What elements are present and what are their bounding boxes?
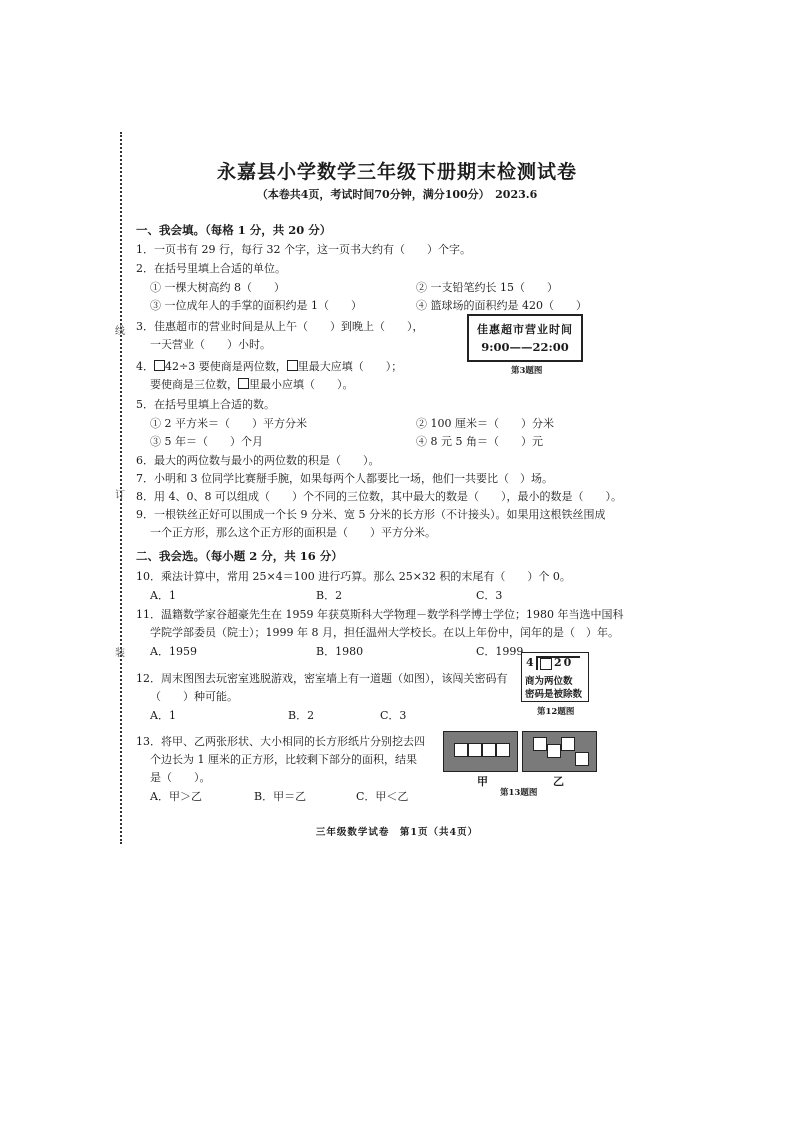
figure-13-label-b: 乙 bbox=[553, 775, 564, 788]
question-5d: ④ 8 元 5 角＝（ ）元 bbox=[416, 435, 543, 448]
question-4-text-c: 要使商是三位数， bbox=[150, 378, 238, 391]
binding-mark-zhuang: 装 bbox=[115, 648, 125, 659]
figure-13-rect-a bbox=[443, 731, 518, 772]
question-5: 5．在括号里填上合适的数。 bbox=[136, 398, 275, 411]
question-4-line1 bbox=[136, 358, 402, 374]
question-13-option-a: A．甲＞乙 bbox=[150, 790, 202, 803]
question-11-line1: 11．温籍数学家谷超豪先生在 1959 年获莫斯科大学物理－数学科学博士学位；1980 年当选中国科 bbox=[136, 608, 624, 621]
question-7: 7．小明和 3 位同学比赛掰手腕，如果每两个人都要比一场，他们一共要比（ ）场。 bbox=[136, 472, 553, 485]
question-10-option-c: C．3 bbox=[476, 589, 503, 602]
figure-3-time: 9:00——22:00 bbox=[481, 340, 569, 354]
question-2c: ③ 一位成年人的手掌的面积约是 1（ ） bbox=[150, 299, 362, 312]
square-hole bbox=[547, 744, 561, 758]
figure-13-caption: 第13题图 bbox=[500, 788, 538, 798]
page-footer: 三年级数学试卷 第1页（共4页） bbox=[315, 827, 479, 838]
division-bracket-icon bbox=[536, 656, 538, 670]
section1-heading: 一、我会填。（每格 1 分，共 20 分） bbox=[136, 223, 332, 237]
question-12-option-b: B．2 bbox=[288, 709, 315, 722]
figure-13-rect-b bbox=[522, 731, 597, 772]
question-5c: ③ 5 年＝（ ）个月 bbox=[150, 435, 263, 448]
question-6: 6．最大的两位数与最小的两位数的积是（ ）。 bbox=[136, 454, 380, 467]
question-11-line2: 学院学部委员（院士）；1999 年 8 月，担任温州大学校长。在以上年份中，闰年的是（ ）年。 bbox=[150, 626, 619, 639]
question-10-option-b: B．2 bbox=[316, 589, 343, 602]
question-13-line1: 13．将甲、乙两张形状、大小相同的长方形纸片分别挖去四 bbox=[136, 735, 425, 748]
blank-square-icon bbox=[238, 378, 249, 389]
question-11-option-a: A．1959 bbox=[150, 645, 197, 658]
question-2: 2．在括号里填上合适的单位。 bbox=[136, 262, 286, 275]
question-12-line1: 12．周末图图去玩密室逃脱游戏，密室墙上有一道题（如图），该闯关密码有 bbox=[136, 672, 508, 685]
figure-12-password-puzzle bbox=[521, 652, 589, 702]
question-12-option-c: C．3 bbox=[380, 709, 407, 722]
question-9-line1: 9．一根铁丝正好可以围成一个长 9 分米、宽 5 分米的长方形（不计接头）。如果用这根铁丝围成 bbox=[136, 508, 606, 521]
binding-mark-ding: 订 bbox=[115, 490, 125, 501]
section2-heading: 二、我会选。（每小题 2 分，共 16 分） bbox=[136, 549, 343, 563]
square-hole bbox=[454, 743, 468, 757]
figure-3-caption: 第3题图 bbox=[511, 366, 543, 376]
question-11-option-c: C．1999 bbox=[476, 645, 524, 658]
figure-12-hint: 密码是被除数 bbox=[525, 689, 583, 700]
question-12-line2: （ ）种可能。 bbox=[150, 690, 238, 703]
question-3-line2: 一天营业（ ）小时。 bbox=[150, 338, 271, 351]
question-5b: ② 100 厘米＝（ ）分米 bbox=[416, 417, 554, 430]
square-hole bbox=[482, 743, 496, 757]
question-10: 10．乘法计算中，常用 25×4＝100 进行巧算。那么 25×32 积的末尾有（ ）个 0。 bbox=[136, 570, 571, 583]
question-1: 1．一页书有 29 行，每行 32 个字，这一页书大约有（ ）个字。 bbox=[136, 243, 471, 256]
square-hole bbox=[468, 743, 482, 757]
square-hole bbox=[533, 737, 547, 751]
question-2d: ④ 篮球场的面积约是 420（ ） bbox=[416, 299, 587, 312]
figure-12-divisor: 4 bbox=[526, 656, 534, 669]
question-2b: ② 一支铅笔约长 15（ ） bbox=[416, 281, 558, 294]
question-5a: ① 2 平方米＝（ ）平方分米 bbox=[150, 417, 307, 430]
question-12-option-a: A．1 bbox=[150, 709, 176, 722]
figure-12-caption: 第12题图 bbox=[537, 707, 575, 717]
question-4-number: 4． bbox=[136, 360, 154, 373]
figure-12-digits: 20 bbox=[554, 656, 574, 669]
exam-subtitle: （本卷共4页，考试时间70分钟，满分100分） 2023.6 bbox=[256, 188, 538, 201]
blank-square-icon bbox=[154, 360, 165, 371]
exam-title: 永嘉县小学数学三年级下册期末检测试卷 bbox=[216, 161, 577, 183]
question-13-option-c: C．甲＜乙 bbox=[356, 790, 409, 803]
question-13-option-b: B．甲＝乙 bbox=[254, 790, 307, 803]
question-4-text-b: 里最大应填（ ）； bbox=[297, 360, 403, 373]
square-hole bbox=[496, 743, 510, 757]
question-8: 8．用 4、0、8 可以组成（ ）个不同的三位数，其中最大的数是（ ），最小的数是（ ）。 bbox=[136, 490, 622, 503]
question-13-line2: 个边长为 1 厘米的正方形，比较剩下部分的面积，结果 bbox=[150, 753, 417, 766]
figure-3-store-hours bbox=[467, 314, 583, 362]
question-13-line3: 是（ ）。 bbox=[150, 771, 211, 784]
question-11-option-b: B．1980 bbox=[316, 645, 364, 658]
square-hole bbox=[575, 752, 589, 766]
question-10-option-a: A．1 bbox=[150, 589, 176, 602]
binding-mark-xian: 线 bbox=[115, 326, 125, 337]
question-9-line2: 一个正方形，那么这个正方形的面积是（ ）平方分米。 bbox=[150, 526, 436, 539]
figure-12-condition: 商为两位数 bbox=[525, 676, 573, 687]
figure-3-title: 佳惠超市营业时间 bbox=[477, 323, 573, 336]
question-4-line2 bbox=[150, 376, 354, 392]
question-2a: ① 一棵大树高约 8（ ） bbox=[150, 281, 285, 294]
question-4-text-a: 42÷3 要使商是两位数， bbox=[165, 360, 287, 373]
question-3-line1: 3．佳惠超市的营业时间是从上午（ ）到晚上（ ）， bbox=[136, 320, 424, 333]
square-hole bbox=[561, 737, 575, 751]
blank-square-icon bbox=[540, 658, 552, 670]
question-4-text-d: 里最小应填（ ）。 bbox=[249, 378, 354, 391]
figure-13-label-a: 甲 bbox=[477, 775, 488, 788]
blank-square-icon bbox=[287, 360, 298, 371]
